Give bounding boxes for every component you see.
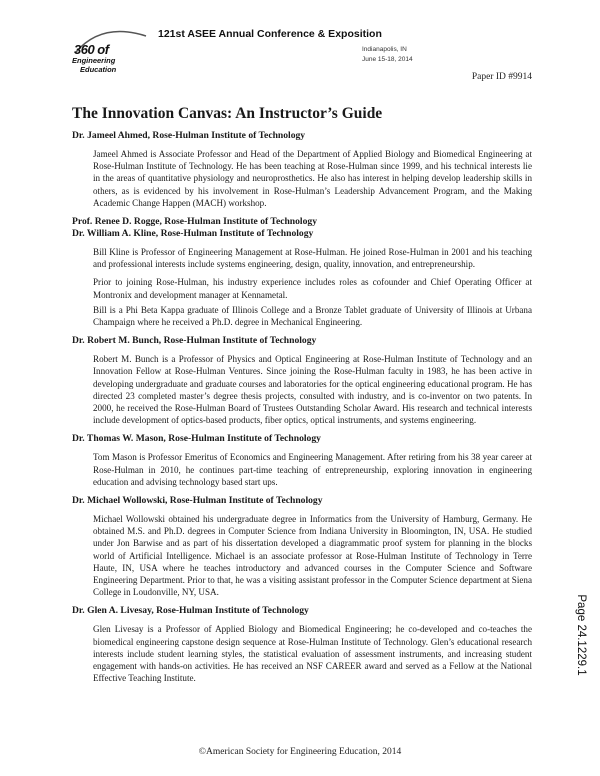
author-bio: Bill is a Phi Beta Kappa graduate of Illinois College and a Bronze Tablet graduate of University of Illinois at Urbana Champaign where he received a Ph.D. degree in Mechanical Engineering.	[93, 304, 532, 328]
copyright-footer: ©American Society for Engineering Education, 2014	[198, 747, 402, 757]
author-block	[72, 335, 532, 426]
author-name: Dr. William A. Kline, Rose-Hulman Institute of Technology	[72, 228, 314, 240]
author-bio: Jameel Ahmed is Associate Professor and Head of the Department of Applied Biology and Biomedical Engineering at Rose-Hulman Institute of Technology. He has been teaching at Rose-Hulman since 1999, and his technical interests lie in the areas of quantitative physiology and neuroprosthetics. He also has interest in helping develop leadership skills in others, as is evidenced by his involvement in Rose-Hulman’s Leadership Advancement Program, and the Making Academic Change Happen (MACH) workshop.	[93, 149, 532, 208]
author-block	[72, 433, 532, 488]
author-name: Dr. Robert M. Bunch, Rose-Hulman Institute of Technology	[72, 335, 317, 347]
asee-360-logo	[72, 26, 152, 74]
author-name: Dr. Thomas W. Mason, Rose-Hulman Institute of Technology	[72, 433, 321, 445]
paper-title: The Innovation Canvas: An Instructor’s Guide	[72, 105, 383, 122]
logo-text-engineering: Engineering	[72, 56, 116, 65]
page-number-text: Page 24.1229.1	[575, 594, 587, 676]
conference-location: Indianapolis, IN	[362, 46, 407, 53]
author-bio: Prior to joining Rose-Hulman, his industry experience includes roles as cofounder and Chief Operating Officer at Montronix and development manager at Kennametal.	[93, 277, 532, 300]
paper-id: Paper ID #9914	[471, 72, 532, 82]
author-name: Prof. Renee D. Rogge, Rose-Hulman Institute of Technology	[72, 216, 317, 228]
author-bio: Bill Kline is Professor of Engineering Management at Rose-Hulman. He joined Rose-Hulman in 2001 and his teaching and professional interests include systems engineering, design, quality, innovation, and entrepreneurship.	[93, 247, 532, 270]
logo-text-education: Education	[80, 65, 117, 74]
conference-dates: June 15-18, 2014	[362, 56, 413, 63]
author-name: Dr. Glen A. Livesay, Rose-Hulman Institute of Technology	[72, 605, 309, 617]
author-block	[72, 130, 532, 209]
page-number-side-label	[571, 580, 591, 690]
author-bio: Robert M. Bunch is a Professor of Physics and Optical Engineering at Rose-Hulman Institute of Technology and an Innovation Fellow at Rose-Hulman Ventures. Since joining the Rose-Hulman faculty in 1983, he has been active in developing undergraduate and graduate courses and laboratories for the optical engineering educational program. He has directed 23 completed master’s degree thesis projects, consulted with industry, and is co-inventor on two patents. In 2000, he received the Rose-Hulman Board of Trustees Outstanding Scholar Award. His research and technical interests include development of optics-based products, fiber optics, optical instruments, and systems engineering.	[93, 354, 532, 426]
author-block	[72, 495, 532, 598]
author-block	[72, 605, 532, 684]
author-bio: Tom Mason is Professor Emeritus of Economics and Engineering Management. After retiring from his 38 year career at Rose-Hulman in 2010, he continues part-time teaching of entrepreneurship, exploring innovation in engineering education and advising technology based start ups.	[93, 452, 532, 487]
author-name: Dr. Jameel Ahmed, Rose-Hulman Institute of Technology	[72, 130, 306, 141]
author-bio: Glen Livesay is a Professor of Applied Biology and Biomedical Engineering; he co-developed and co-teaches the biomedical engineering capstone design sequence at Rose-Hulman Institute of Technology. Glen’s educational research interests include student learning styles, the statistical evaluation of assessment instruments, and increasing student engagement with hands-on activities. He has received an NSF CAREER award and served as a Fellow at the National Effective Teaching Institute.	[93, 624, 532, 684]
conference-name: 121st ASEE Annual Conference & Exposition	[158, 28, 382, 40]
author-block	[72, 216, 532, 328]
author-name: Dr. Michael Wollowski, Rose-Hulman Institute of Technology	[72, 495, 323, 507]
author-list	[72, 130, 532, 685]
logo-text-360: 360 of	[74, 42, 109, 57]
conference-header	[72, 24, 532, 82]
author-bio: Michael Wollowski obtained his undergraduate degree in Informatics from the University of Hamburg, Germany. He obtained M.S. and Ph.D. degrees in Computer Science from Indiana University in Bloomington, IN, USA. He studied under Jon Barwise and as part of his dissertation developed a diagrammatic proof system for planning in the blocks world of Artificial Intelligence. Michael is an associate professor at Rose-Hulman Institute of Technology in Terre Haute, IN, USA where he teaches introductory and advanced courses in the Computer Science and Software Engineering Department. Prior to that, he was a visiting assistant professor in the Computer Science department at Siena College in Loudonville, NY, USA.	[93, 514, 532, 598]
